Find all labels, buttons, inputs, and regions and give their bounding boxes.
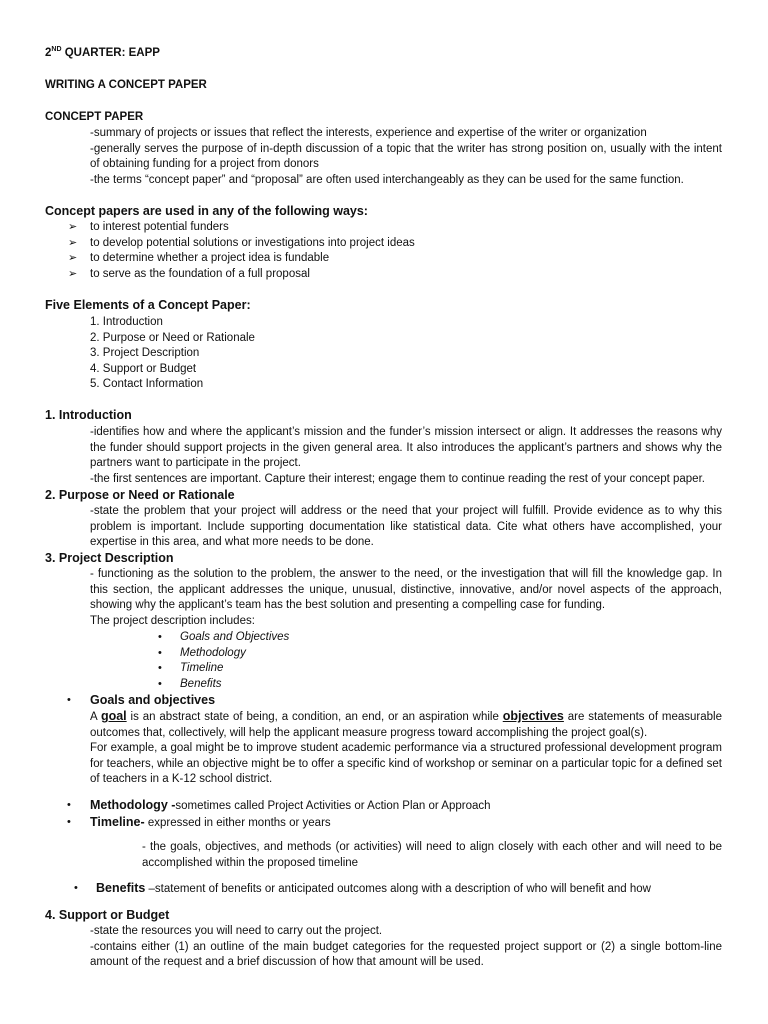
goals-heading: Goals and objectives — [90, 693, 216, 707]
paragraph: -identifies how and where the applicant’s mission and the funder’s mission intersect or align. It addresses the reasons why the funder should support projects in the given general area. It also introduces the applicant’s partners and shows why the partners want to participate in the project. — [90, 426, 722, 470]
concept-paper-definition — [90, 126, 722, 188]
benefits-text: –statement of benefits or anticipated outcomes along with a description of who will benefit and how — [145, 883, 651, 895]
goals-paragraph: A goal is an abstract state of being, a condition, an end, or an aspiration while objectives are statements of measurable outcomes that, collectively, will help the applicant measure progress toward accomplishing the project goal(s). — [90, 709, 723, 739]
methodology-label: Methodology - — [90, 798, 176, 812]
arrow-bullet-icon: ➢ — [68, 267, 78, 280]
purpose-body: -state the problem that your project will address or the need that your project will fulfill. Provide evidence as to why this problem is important. Include supporting documentation like statistical data. Cite what others have accomplished, your expertise in this area, and what more needs to be done. — [90, 505, 722, 549]
list-item: 1. Introduction — [90, 316, 163, 328]
bullet-icon: • — [158, 646, 162, 659]
quarter-heading — [45, 46, 160, 62]
support-heading: 4. Support or Budget — [45, 908, 170, 922]
list-item: ➢ to serve as the foundation of a full proposal — [68, 267, 668, 283]
list-item: 2. Purpose or Need or Rationale — [90, 331, 255, 344]
list-item: ➢ to develop potential solutions or investigations into project ideas — [68, 236, 668, 252]
paragraph: -the first sentences are important. Capture their interest; engage them to continue reading the rest of your concept paper. — [90, 472, 705, 485]
bullet-icon: • — [67, 816, 71, 828]
concept-paper-heading: CONCEPT PAPER — [45, 111, 144, 123]
definition-line: -the terms “concept paper” and “proposal” are often used interchangeably as they can be used for the same function. — [90, 173, 684, 186]
introduction-body — [90, 425, 722, 487]
list-item: ➢ to determine whether a project idea is fundable — [68, 251, 668, 267]
methodology-item — [90, 798, 491, 815]
timeline-item — [90, 815, 331, 832]
elements-list — [90, 315, 255, 393]
list-item: • Methodology — [158, 646, 458, 662]
purpose-heading: 2. Purpose or Need or Rationale — [45, 488, 235, 502]
bullet-icon: • — [158, 677, 162, 690]
definition-line: -summary of projects or issues that reflect the interests, experience and expertise of the writer or organization — [90, 127, 647, 139]
goal-term: goal — [100, 709, 127, 723]
project-description-heading: 3. Project Description — [45, 551, 174, 565]
introduction-heading: 1. Introduction — [45, 408, 132, 422]
project-description-body: - functioning as the solution to the problem, the answer to the need, or the investigation that will fill the knowledge gap. In this section, the applicant addresses the unique, unusual, distinctive, innovative, and/or novel aspects of the approach, showing why the applicant’s team has the best solution and presenting a compelling case for funding. — [90, 568, 722, 612]
bullet-icon: • — [158, 631, 162, 643]
list-item: ➢ to interest potential funders — [68, 220, 668, 236]
elements-heading: Five Elements of a Concept Paper: — [45, 298, 251, 312]
list-item: • Benefits — [158, 677, 458, 693]
list-item: 4. Support or Budget — [90, 362, 197, 375]
uses-heading: Concept papers are used in any of the following ways: — [45, 204, 368, 218]
list-item: 5. Contact Information — [90, 378, 204, 391]
paragraph: -contains either (1) an outline of the main budget categories for the requested project support or (2) a single bottom-line amount of the request and a brief discussion of how that amount will be used. — [90, 940, 722, 969]
quarter-number: 2 — [45, 47, 52, 59]
benefits-item — [96, 881, 651, 898]
bullet-icon: • — [74, 882, 78, 894]
methodology-text: sometimes called Project Activities or Action Plan or Approach — [175, 800, 491, 812]
list-item: • Goals and Objectives — [158, 630, 458, 646]
list-item: • Timeline — [158, 661, 458, 677]
quarter-label: QUARTER: EAPP — [61, 47, 160, 59]
uses-list — [68, 220, 668, 282]
quarter-superscript: ND — [51, 46, 62, 54]
document-title: WRITING A CONCEPT PAPER — [45, 79, 207, 91]
timeline-note: - the goals, objectives, and methods (or activities) will need to align closely with each other and will need to be accomplished within the proposed timeline — [142, 841, 722, 869]
goals-example: For example, a goal might be to improve student academic performance via a structured professional development program for teachers, while an objective might be to offer a specific kind of workshop or seminar on a particular topic for a defined set of teachers in a K-12 school district. — [90, 742, 722, 786]
arrow-bullet-icon: ➢ — [68, 252, 78, 265]
arrow-bullet-icon: ➢ — [68, 236, 78, 249]
arrow-bullet-icon: ➢ — [68, 221, 78, 233]
definition-line: -generally serves the purpose of in-depth discussion of a topic that the writer has strong position on, usually with the intent of obtaining funding for a project from donors — [90, 142, 722, 171]
bullet-icon: • — [67, 694, 71, 706]
list-item: 3. Project Description — [90, 347, 200, 360]
benefits-label: Benefits — [96, 881, 146, 895]
objectives-term: objectives — [502, 709, 564, 723]
bullet-icon: • — [67, 799, 71, 811]
support-body — [90, 924, 722, 971]
paragraph: -state the resources you will need to carry out the project. — [90, 925, 383, 937]
includes-list — [158, 630, 458, 692]
timeline-label: Timeline- — [90, 815, 145, 829]
bullet-icon: • — [158, 662, 162, 675]
includes-label: The project description includes: — [90, 615, 255, 627]
timeline-text: expressed in either months or years — [144, 817, 331, 829]
